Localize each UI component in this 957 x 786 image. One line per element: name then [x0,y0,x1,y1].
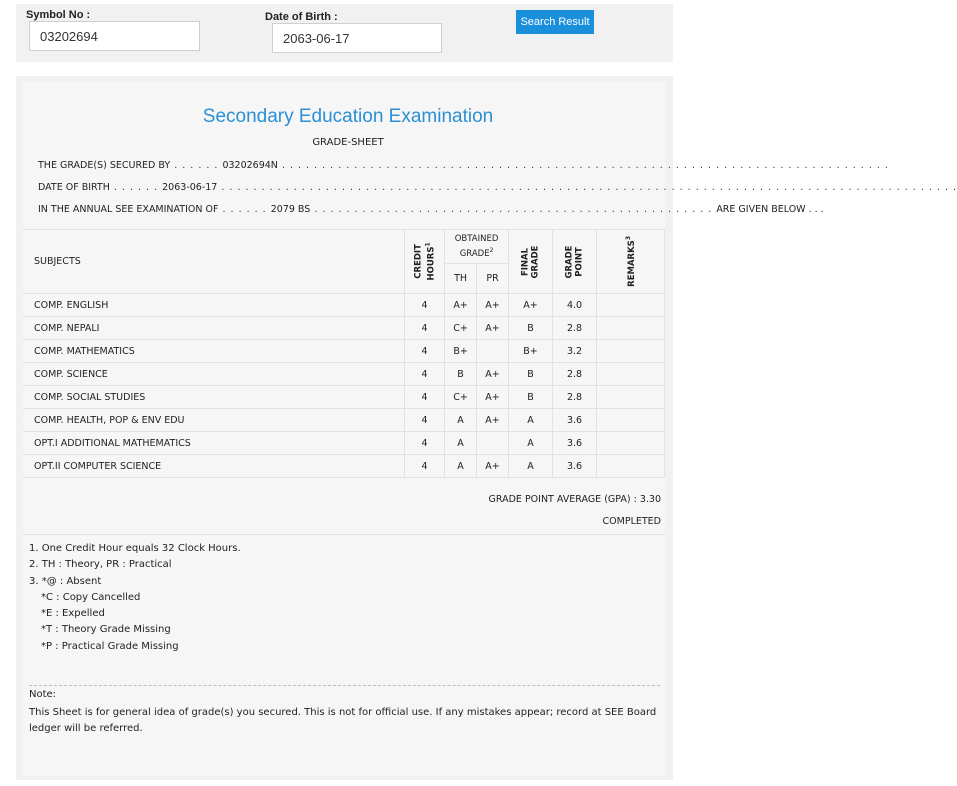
cell-remarks [597,363,665,386]
footnote-item: 3. *@ : Absent [29,575,102,587]
cell-point: 3.6 [553,455,597,478]
cell-point: 2.8 [553,386,597,409]
cell-credit: 4 [405,294,445,317]
cell-remarks [597,294,665,317]
cell-point: 4.0 [553,294,597,317]
cell-th: A [445,455,477,478]
dob-line-value: 2063-06-17 [162,182,218,193]
cell-credit: 4 [405,317,445,340]
table-row [23,363,665,386]
cell-th: B+ [445,340,477,363]
table-row [23,386,665,409]
final-grade-header: FINAL GRADE [509,230,553,294]
cell-pr: A+ [477,409,509,432]
given-below: ARE GIVEN BELOW . . . [716,204,824,215]
th-header: TH [445,264,477,294]
obtained-grade-header: OBTAINED GRADE$^2$ [445,230,509,264]
gpa-text: GRADE POINT AVERAGE (GPA) : 3.30 [488,494,661,505]
cell-subject: COMP. SOCIAL STUDIES [23,386,405,409]
note-text: This Sheet is for general idea of grade(s) you secured. This is not for official use. If any mistakes appear; record at SEE Board ledger will be referred. [29,707,657,734]
cell-final: A [509,432,553,455]
cell-final: A [509,455,553,478]
subjects-header: SUBJECTS [23,230,405,294]
cell-point: 2.8 [553,363,597,386]
cell-subject: COMP. MATHEMATICS [23,340,405,363]
pr-header: PR [477,264,509,294]
cell-subject: OPT.II COMPUTER SCIENCE [23,455,405,478]
cell-remarks [597,340,665,363]
cell-remarks [597,455,665,478]
dob-line-label: DATE OF BIRTH [38,182,110,193]
cell-remarks [597,386,665,409]
cell-credit: 4 [405,386,445,409]
table-row [23,455,665,478]
cell-point: 3.6 [553,432,597,455]
exam-line: IN THE ANNUAL SEE EXAMINATION OF . . . . . . 2079 BS . . . . . . . . . . . . . . . . . . . . . . . . . . . . . . . . . . . . . . . . . . . . . . . . . . ARE GIVEN BELOW . . . [38,204,824,215]
cell-th: C+ [445,386,477,409]
secured-by-line: THE GRADE(S) SECURED BY . . . . . . 03202694N . . . . . . . . . . . . . . . . . . . . . . . . . . . . . . . . . . . . . . . . . . . . . . . . . . . . . . . . . . . . . . . . . . . . . . . . . . . . [38,160,889,171]
footnote-item: *C : Copy Cancelled [41,591,141,603]
footnotes [29,541,241,655]
remarks-header: REMARKS$^3$ [597,230,665,294]
dob-label: Date of Birth : [265,11,338,23]
cell-th: B [445,363,477,386]
cell-pr [477,340,509,363]
symbol-no-label: Symbol No : [26,9,91,21]
divider [23,534,665,535]
cell-th: C+ [445,317,477,340]
cell-final: B [509,386,553,409]
cell-credit: 4 [405,409,445,432]
cell-pr: A+ [477,294,509,317]
cell-pr [477,432,509,455]
search-result-button[interactable]: Search Result [516,10,594,34]
secured-by-value: 03202694N [222,160,278,171]
table-row [23,317,665,340]
cell-pr: A+ [477,363,509,386]
cell-pr: A+ [477,317,509,340]
table-row [23,294,665,317]
cell-final: B [509,363,553,386]
table-row [23,340,665,363]
cell-th: A [445,432,477,455]
cell-th: A+ [445,294,477,317]
cell-final: A [509,409,553,432]
cell-credit: 4 [405,340,445,363]
grade-point-header: GRADE POINT [553,230,597,294]
cell-remarks [597,409,665,432]
cell-credit: 4 [405,432,445,455]
cell-point: 3.6 [553,409,597,432]
dashed-divider [29,685,660,686]
secured-by-label: THE GRADE(S) SECURED BY [38,160,171,171]
table-row [23,432,665,455]
grade-table [23,229,665,478]
cell-remarks [597,432,665,455]
dob-input[interactable]: 2063-06-17 [272,23,442,53]
cell-subject: OPT.I ADDITIONAL MATHEMATICS [23,432,405,455]
cell-subject: COMP. NEPALI [23,317,405,340]
cell-subject: COMP. ENGLISH [23,294,405,317]
cell-final: B [509,317,553,340]
dob-line: DATE OF BIRTH . . . . . . 2063-06-17 . . . . . . . . . . . . . . . . . . . . . . . . . . . . . . . . . . . . . . . . . . . . . . . . . . . . . . . . . . . . . . . . . . . . . . . . . . . . . . . . . . . . . . . . . . . . [38,182,957,193]
footnote-item: *P : Practical Grade Missing [41,640,179,652]
exam-line-label: IN THE ANNUAL SEE EXAMINATION OF [38,204,219,215]
cell-subject: COMP. HEALTH, POP & ENV EDU [23,409,405,432]
cell-final: B+ [509,340,553,363]
cell-point: 2.8 [553,317,597,340]
cell-remarks [597,317,665,340]
cell-subject: COMP. SCIENCE [23,363,405,386]
footnote-item: 2. TH : Theory, PR : Practical [29,559,172,571]
symbol-no-input[interactable]: 03202694 [29,21,200,51]
footnote-item: *T : Theory Grade Missing [41,624,171,636]
cell-th: A [445,409,477,432]
exam-title: Secondary Education Examination [202,106,494,127]
exam-line-value: 2079 BS [270,204,311,215]
footnote-item: *E : Expelled [41,608,105,620]
credit-hours-header: CREDIT HOURS$^1$ [405,230,445,294]
sheet-title: GRADE-SHEET [312,137,384,148]
cell-point: 3.2 [553,340,597,363]
cell-pr: A+ [477,386,509,409]
cell-credit: 4 [405,363,445,386]
footnote-item: 1. One Credit Hour equals 32 Clock Hours. [29,543,241,554]
note-heading: Note: [29,689,57,700]
cell-pr: A+ [477,455,509,478]
status-text: COMPLETED [602,516,661,527]
table-row [23,409,665,432]
cell-final: A+ [509,294,553,317]
cell-credit: 4 [405,455,445,478]
